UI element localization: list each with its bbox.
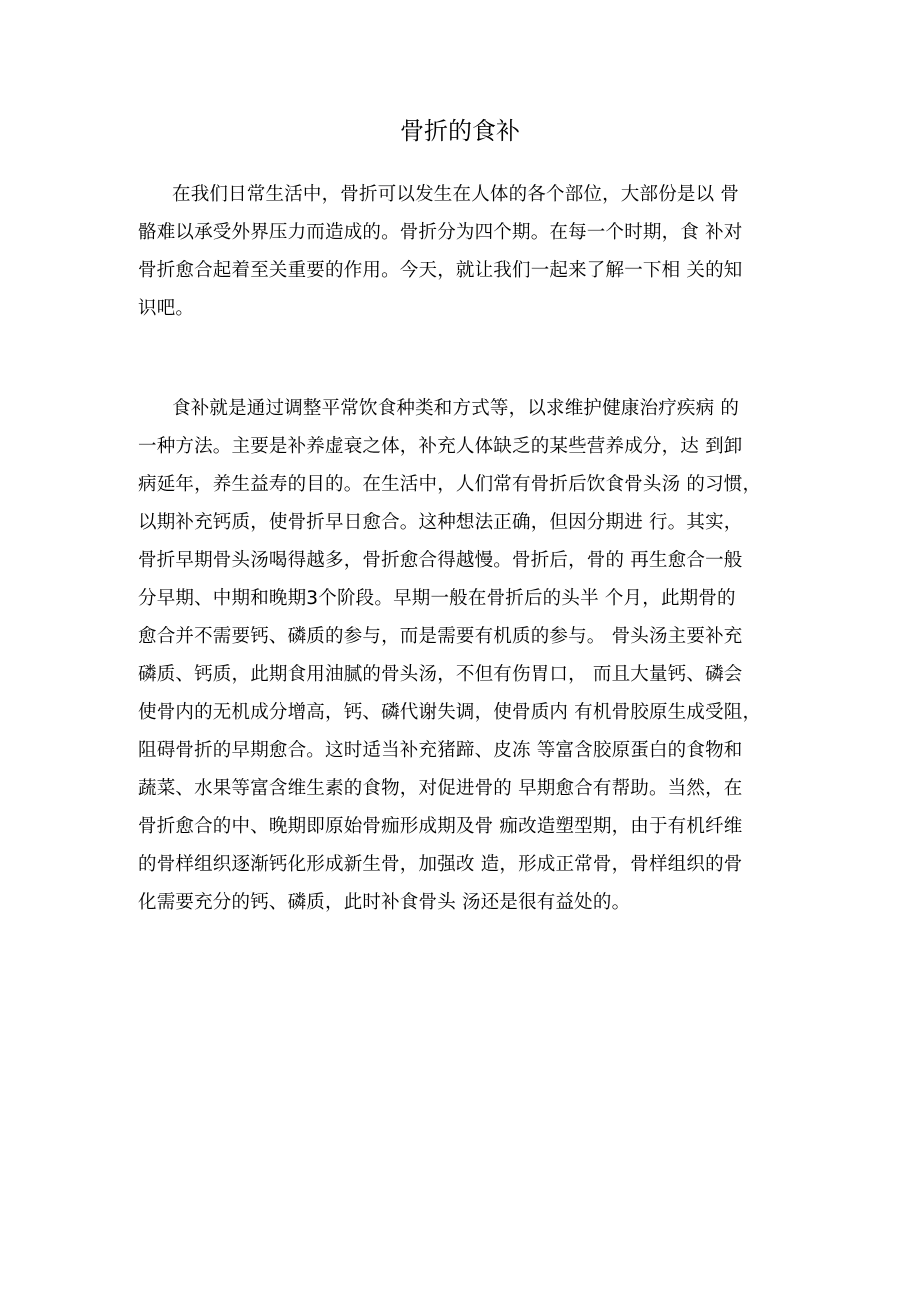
- paragraph-line: 一种方法。主要是补养虚衰之体，补充人体缺乏的某些营养成分，达 到卸: [138, 436, 743, 457]
- paragraph-line: 愈合并不需要钙、磷质的参与，而是需要有机质的参与。 骨头汤主要补充: [138, 626, 743, 647]
- paragraph-line: 骼难以承受外界压力而造成的。骨折分为四个期。在每一个时期，食 补对: [138, 222, 743, 243]
- paragraph-line: 蔬菜、水果等富含维生素的食物，对促进骨的 早期愈合有帮助。当然，在: [138, 778, 743, 799]
- paragraph-line: 的骨样组织逐渐钙化形成新生骨，加强改 造，形成正常骨，骨样组织的骨: [138, 854, 743, 875]
- paragraph-intro: [138, 176, 788, 328]
- paragraph-line: 识吧。: [138, 298, 195, 319]
- paragraph-line: 以期补充钙质，使骨折早日愈合。这种想法正确，但因分期进 行。其实，: [138, 512, 743, 533]
- paragraph-line: 骨折早期骨头汤喝得越多，骨折愈合得越慢。骨折后，骨的 再生愈合一般: [138, 550, 743, 571]
- paragraph-line: 在我们日常生活中，骨折可以发生在人体的各个部位，大部份是以 骨: [172, 184, 740, 205]
- paragraph-line: 使骨内的无机成分增高，钙、磷代谢失调，使骨质内 有机骨胶原生成受阻，: [138, 702, 762, 723]
- paragraph-line: 阻碍骨折的早期愈合。这时适当补充猪蹄、皮冻 等富含胶原蛋白的食物和: [138, 740, 743, 761]
- paragraph-line: 分早期、中期和晚期3个阶段。早期一般在骨折后的头半 个月，此期骨的: [138, 588, 736, 609]
- paragraph-line: 骨折愈合的中、晚期即原始骨痂形成期及骨 痂改造塑型期，由于有机纤维: [138, 816, 743, 837]
- paragraph-line: 骨折愈合起着至关重要的作用。今天，就让我们一起来了解一下相 关的知: [138, 260, 743, 281]
- paragraph-line: 化需要充分的钙、磷质，此时补食骨头 汤还是很有益处的。: [138, 892, 631, 913]
- document-title: 骨折的食补: [400, 117, 520, 145]
- paragraph-body: [138, 390, 788, 922]
- paragraph-line: 病延年，养生益寿的目的。在生活中，人们常有骨折后饮食骨头汤 的习惯，: [138, 474, 762, 495]
- paragraph-line: 磷质、钙质，此期食用油腻的骨头汤，不但有伤胃口， 而且大量钙、磷会: [138, 664, 743, 685]
- paragraph-line: 食补就是通过调整平常饮食种类和方式等，以求维护健康治疗疾病 的: [172, 398, 740, 419]
